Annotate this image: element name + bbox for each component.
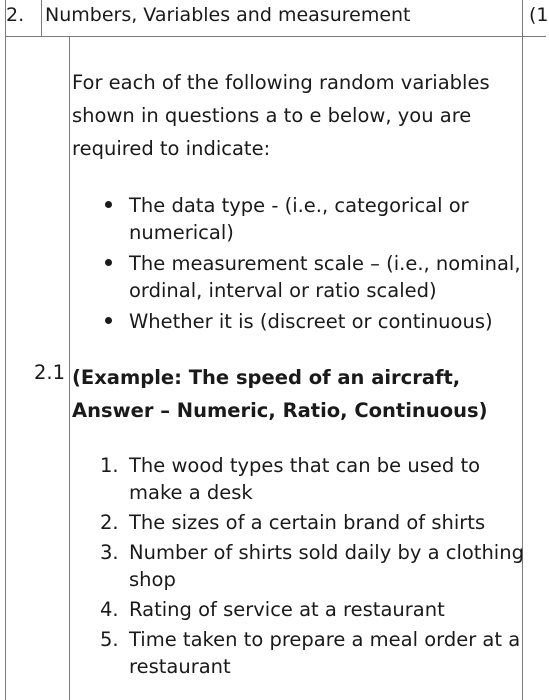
table-left-border [5, 0, 6, 700]
list-item [100, 596, 530, 623]
requirements-list [100, 192, 530, 339]
list-item: The data type - (i.e., categorical or numerical) [100, 192, 530, 246]
list-item [100, 509, 530, 536]
section-title: Numbers, Variables and measurement [45, 4, 411, 26]
bullet-icon [105, 201, 112, 208]
question-text: The sizes of a certain brand of shirts [129, 511, 486, 534]
header-bottom-border [5, 36, 546, 37]
question-number: 3. [100, 541, 119, 564]
list-item: Whether it is (discreet or continuous) [100, 308, 530, 335]
bullet-icon [105, 259, 112, 266]
instructions-paragraph: For each of the following random variables shown in questions a to e below, you are required to indicate: [72, 71, 490, 160]
section-number: 2. [6, 4, 25, 26]
list-item: The measurement scale – (i.e., nominal, ordinal, interval or ratio scaled) [100, 250, 530, 304]
question-number: 5. [100, 628, 119, 651]
questions-list [100, 452, 530, 683]
question-text: Time taken to prepare a meal order at a restaurant [129, 628, 521, 678]
question-number: 4. [100, 598, 119, 621]
marks-cell: (1 [529, 4, 549, 26]
question-number: 1. [100, 454, 119, 477]
question-number: 2. [100, 511, 119, 534]
sub-question-number: 2.1 [34, 361, 66, 384]
question-text: Number of shirts sold daily by a clothing shop [129, 541, 524, 591]
question-text: Rating of service at a restaurant [129, 598, 445, 621]
question-text: The wood types that can be used to make a desk [129, 454, 481, 504]
list-item [100, 452, 530, 506]
header-number-divider [41, 0, 42, 36]
example-text: (Example: The speed of an aircraft, Answer – Numeric, Ratio, Continuous) [72, 366, 488, 422]
list-item [100, 626, 530, 680]
bullet-icon [105, 317, 112, 324]
content-left-border [69, 36, 70, 700]
list-item [100, 539, 530, 593]
